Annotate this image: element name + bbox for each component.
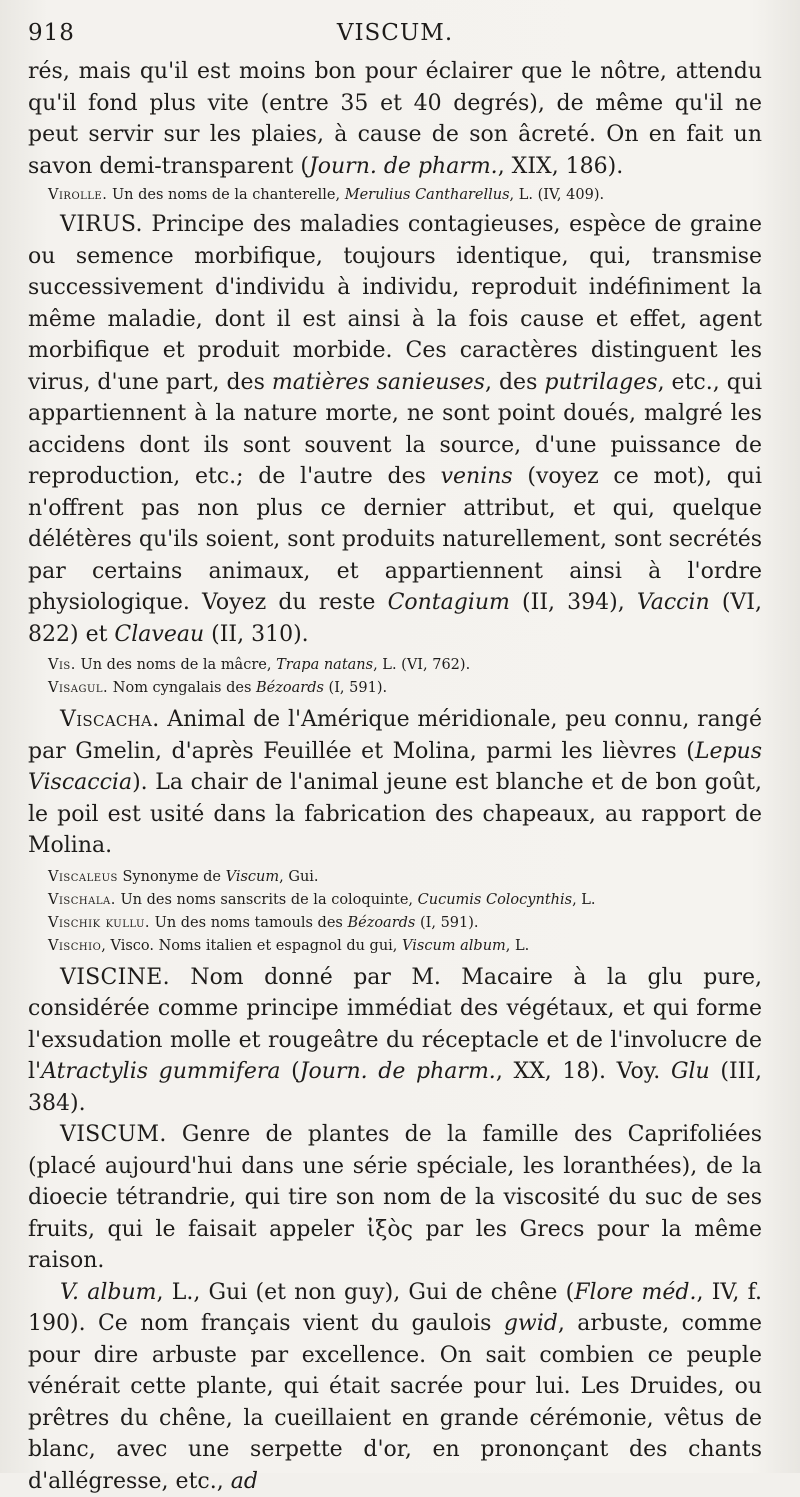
entry-italic: Lepus Viscaccia — [28, 739, 762, 796]
entry-italic: Glu — [671, 1059, 710, 1084]
entry-virolle — [28, 184, 762, 207]
entry-text: (III, 384). — [28, 1059, 762, 1116]
entry-italic: Viscum — [226, 869, 280, 885]
entry-italic: ad — [231, 1469, 258, 1494]
entry-headword: VISCUM. — [60, 1122, 167, 1147]
entry-text-end: , L. — [506, 938, 529, 954]
entry-vischala — [28, 889, 762, 912]
entry-text: rés, mais qu'il est moins bon pour éclairer que le nôtre, attendu qu'il fond plus vite (entre 35 et 40 degrés), de même qu'il ne peut servir sur les plaies, à cause de son âcreté. On en fait un savon demi-transparent ( — [28, 59, 762, 179]
entry-text: (II, 394), — [510, 590, 637, 615]
entry-italic: Viscum album — [402, 938, 506, 954]
entry-text-end: , L. — [572, 892, 595, 908]
entry-headword: VISCINE. — [60, 965, 170, 990]
entry-italic: Bézoards — [347, 915, 415, 931]
entry-text: ). La chair de l'animal jeune est blanche et de bon goût, le poil est usité dans la fabrication des chapeaux, au rapport de Molina. — [28, 770, 762, 858]
entry-ref-italic: Journ. de pharm. — [309, 154, 498, 179]
page-number: 918 — [28, 20, 75, 46]
entry-text-end: (I, 591). — [415, 915, 478, 931]
entry-italic: gwid — [504, 1311, 558, 1336]
entry-viscum-album — [28, 1277, 762, 1497]
entry-text: Un des noms tamouls des — [150, 915, 347, 931]
entry-headword: V. album — [60, 1280, 157, 1305]
entry-text: , des — [485, 370, 544, 395]
entry-headword: Vischala. — [48, 892, 116, 908]
entry-italic: Merulius Cantharellus — [345, 187, 510, 203]
entry-text: (II, 310). — [204, 622, 309, 647]
entry-viscum — [28, 1119, 762, 1277]
entry-visagul — [28, 677, 762, 700]
entry-italic: Trapa natans — [276, 657, 373, 673]
entry-text: Un des noms sanscrits de la coloquinte, — [116, 892, 418, 908]
entry-headword: Visagul. — [48, 680, 108, 696]
entry-text: Nom cyngalais des — [108, 680, 256, 696]
entry-text: Nom donné par M. Macaire à la glu pure, considérée comme principe immédiat des végétaux, et qui forme l'exsudation molle et rougeâtre du réceptacle et de l'involucre de l' — [28, 965, 762, 1085]
entry-text: Synonyme de — [118, 869, 226, 885]
entry-italic: Contagium — [388, 590, 510, 615]
entry-italic: Atractylis gummifera — [41, 1059, 280, 1084]
entry-text: ( — [280, 1059, 299, 1084]
entry-italic: Flore méd. — [574, 1280, 696, 1305]
entry-headword: Vischik kullu. — [48, 915, 150, 931]
entry-text: , L., Gui (et non guy), Gui de chêne ( — [157, 1280, 575, 1305]
entry-text: Animal de l'Amérique méridionale, peu connu, rangé par Gmelin, d'après Feuillée et Molina, parmi les lièvres ( — [28, 707, 762, 764]
entry-text: , etc., qui appartiennent à la nature morte, ne sont point doués, malgré les accidens dont ils sont souvent la source, d'une puissance de reproduction, etc.; de l'autre des — [28, 370, 762, 490]
entry-vis — [28, 654, 762, 677]
entry-vischik-kullu — [28, 912, 762, 935]
page-title: VISCUM. — [28, 20, 762, 46]
entry-text: Principe des maladies contagieuses, espèce de graine ou semence morbifique, toujours identique, qui, transmise successivement d'individu à individu, reproduit indéfiniment la même maladie, dont il est ainsi à la fois cause et effet, agent morbifique et produit morbide. Ces caractères distinguent les virus, d'une part, des — [28, 212, 762, 395]
entry-headword: Virolle. — [48, 187, 107, 203]
entry-text-end: (I, 591). — [324, 680, 387, 696]
entry-viscine — [28, 962, 762, 1120]
entry-headword: Viscacha. — [60, 707, 159, 732]
entry-italic: venins — [441, 464, 513, 489]
entry-text: (VI, 822) et — [28, 590, 762, 647]
entry-text: Un des noms de la chanterelle, — [107, 187, 344, 203]
entry-viscacha — [28, 704, 762, 862]
entry-italic: Journ. de pharm. — [300, 1059, 496, 1084]
entry-text: , XX, 18). Voy. — [496, 1059, 671, 1084]
entry-italic: matières sanieuses — [272, 370, 485, 395]
entry-virus — [28, 209, 762, 650]
entry-italic: Bézoards — [256, 680, 324, 696]
entry-headword: Viscaleus — [48, 869, 118, 885]
entry-viscaleus — [28, 866, 762, 889]
entry-italic: putrilages — [544, 370, 657, 395]
entry-italic: Claveau — [114, 622, 204, 647]
entry-text-end: , L. (VI, 762). — [373, 657, 470, 673]
entry-text-end: , L. (IV, 409). — [510, 187, 605, 203]
entry-headword: Vis. — [48, 657, 76, 673]
entry-text-end: , Gui. — [279, 869, 318, 885]
entry-text: , IV, f. 190). Ce nom français vient du gaulois — [28, 1280, 762, 1337]
entry-italic: Vaccin — [637, 590, 710, 615]
entry-continuation — [28, 56, 762, 182]
entry-text: , Visco. Noms italien et espagnol du gui, — [101, 938, 402, 954]
entry-text: Genre de plantes de la famille des Caprifoliées (placé aujourd'hui dans une série spéciale, les loranthées), de la dioecie tétrandrie, qui tire son nom de la viscosité du suc de ses fruits, qui le faisait appeler ἰξὸς par les Grecs pour la même raison. — [28, 1122, 762, 1273]
entry-headword: VIRUS. — [60, 212, 143, 237]
entry-italic: Cucumis Colocynthis — [418, 892, 572, 908]
running-head — [28, 20, 762, 56]
entry-vischio — [28, 935, 762, 958]
entry-text: (voyez ce mot), qui n'offrent pas non plus ce dernier attribut, et qui, quelque délétères qu'ils soient, sont produits naturellement, sont secrétés par certains animaux, et appartiennent ainsi à l'ordre physiologique. Voyez du reste — [28, 464, 762, 615]
entry-text: Un des noms de la mâcre, — [76, 657, 276, 673]
entry-text: , arbuste, comme pour dire arbuste par excellence. On sait combien ce peuple vénérait cette plante, qui était sacrée pour lui. Les Druides, ou prêtres du chêne, la cueillaient en grande cérémonie, vêtus de blanc, avec une serpette d'or, en prononçant des chants d'allégresse, etc., — [28, 1311, 762, 1494]
entry-ref-end: , XIX, 186). — [498, 154, 624, 179]
entry-headword: Vischio — [48, 938, 101, 954]
